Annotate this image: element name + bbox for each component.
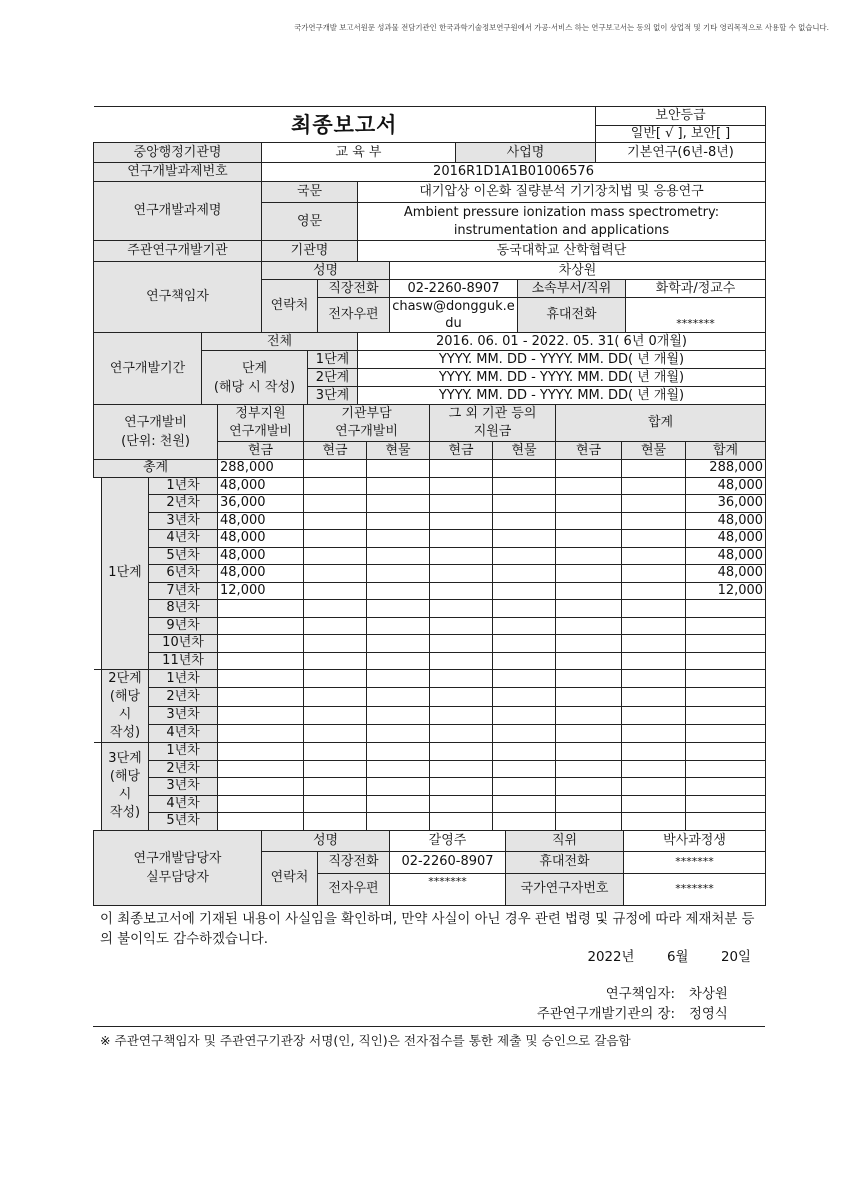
- blank-cell: [493, 460, 556, 478]
- blank-cell: [622, 565, 686, 583]
- security-level-value: 일반[ √ ], 보안[ ]: [596, 126, 766, 143]
- blank-cell: [622, 600, 686, 618]
- copyright-notice: 국가연구개발 보고서원문 성과물 전담기관인 한국과학기술정보연구원에서 가공·서비스 하는 연구보고서는 동의 없이 상업적 및 기타 영리목적으로 사용할 수 없습니다.: [294, 23, 829, 32]
- divider: [93, 1026, 765, 1027]
- blank-cell: [493, 600, 556, 618]
- blank-cell: [218, 795, 304, 813]
- footnote: ※ 주관연구책임자 및 주관연구기관장 서명(인, 직인)은 전자접수를 통한 제출 및 승인으로 갈음함: [100, 1033, 631, 1048]
- pi-signature-label: 연구책임자:: [605, 987, 675, 1002]
- period-stage-name: 2단계: [308, 369, 358, 387]
- pi-mobile-label: 휴대전화: [518, 298, 626, 333]
- blank-cell: [493, 617, 556, 635]
- staff-office-phone-label: 직장전화: [318, 851, 390, 873]
- year-label: 8년차: [149, 600, 218, 618]
- blank-cell: [304, 760, 367, 778]
- blank-cell: [367, 600, 430, 618]
- blank-cell: [493, 688, 556, 706]
- year-label: 1년차: [149, 477, 218, 495]
- blank-cell: [367, 565, 430, 583]
- period-table: [93, 332, 766, 405]
- staff-position-label: 직위: [506, 830, 624, 851]
- blank-cell: [430, 600, 493, 618]
- subtotal-label: 합계: [686, 442, 766, 460]
- blank-cell: [493, 724, 556, 742]
- blank-cell: [622, 652, 686, 670]
- blank-cell: [367, 688, 430, 706]
- blank-cell: [430, 582, 493, 600]
- blank-cell: [622, 670, 686, 688]
- staff-contact-table: [93, 830, 766, 906]
- org-label: 주관연구개발기관: [94, 241, 262, 262]
- blank-cell: [430, 460, 493, 478]
- project-info-table: [93, 106, 766, 262]
- blank-cell: [430, 743, 493, 761]
- blank-cell: [218, 778, 304, 796]
- cash-label: 현금: [304, 442, 367, 460]
- blank-cell: [493, 760, 556, 778]
- year-label: 11년차: [149, 652, 218, 670]
- korean-title-label: 국문: [262, 182, 358, 203]
- blank-cell: [626, 298, 766, 316]
- blank-cell: [304, 565, 367, 583]
- year-label: 4년차: [149, 795, 218, 813]
- blank-cell: [304, 460, 367, 478]
- year-label: 5년차: [149, 813, 218, 831]
- blank-cell: [218, 743, 304, 761]
- program-value: 기본연구(6년-8년): [596, 143, 766, 163]
- blank-cell: [622, 760, 686, 778]
- blank-cell: [430, 565, 493, 583]
- blank-cell: [686, 635, 766, 653]
- year-label: 4년차: [149, 724, 218, 742]
- blank-cell: [430, 495, 493, 513]
- other-support-label: 그 외 기관 등의 지원금: [430, 405, 556, 442]
- pi-name: 차상원: [390, 262, 766, 280]
- year-sum-value: 48,000: [686, 547, 766, 565]
- blank-cell: [686, 724, 766, 742]
- blank-cell: [430, 760, 493, 778]
- blank-cell: [556, 477, 622, 495]
- blank-cell: [304, 743, 367, 761]
- blank-cell: [556, 565, 622, 583]
- budget-unit-label: 연구개발비 (단위: 천원): [94, 405, 218, 460]
- period-stage-value: YYYY. MM. DD - YYYY. MM. DD( 년 개월): [358, 369, 766, 387]
- blank-cell: [622, 512, 686, 530]
- blank-cell: [367, 724, 430, 742]
- staff-email: *******: [390, 873, 506, 905]
- blank-cell: [493, 512, 556, 530]
- blank-cell: [304, 706, 367, 724]
- blank-cell: [493, 743, 556, 761]
- ministry-label: 중앙행정기관명: [94, 143, 262, 163]
- year-label: 2년차: [149, 495, 218, 513]
- pledge-statement: 이 최종보고서에 기재된 내용이 사실임을 확인하며, 만약 사실이 아닌 경우 관련 법령 및 규정에 따라 제재처분 등의 불이익도 감수하겠습니다.: [100, 912, 755, 947]
- blank-cell: [367, 477, 430, 495]
- gov-cash-value: 48,000: [218, 547, 304, 565]
- blank-cell: [430, 778, 493, 796]
- org-name-label: 기관명: [262, 241, 358, 262]
- blank-cell: [686, 652, 766, 670]
- staff-email-label: 전자우편: [318, 873, 390, 905]
- blank-cell: [686, 795, 766, 813]
- blank-cell: [304, 547, 367, 565]
- period-stage-label: 단계 (해당 시 작성): [202, 351, 308, 405]
- blank-cell: [556, 530, 622, 548]
- blank-cell: [622, 495, 686, 513]
- blank-cell: [304, 617, 367, 635]
- cash-label: 현금: [430, 442, 493, 460]
- blank-cell: [622, 778, 686, 796]
- staff-mobile: *******: [624, 851, 766, 873]
- pi-label: 연구책임자: [94, 262, 262, 333]
- blank-cell: [493, 813, 556, 831]
- pi-table: [93, 261, 766, 333]
- staff-label: 연구개발담당자 실무담당자: [94, 830, 262, 905]
- gov-cash-value: 48,000: [218, 565, 304, 583]
- total-row-label: 총계: [94, 460, 218, 478]
- date-day: 20일: [721, 950, 751, 965]
- blank-cell: [304, 600, 367, 618]
- blank-cell: [493, 582, 556, 600]
- blank-cell: [622, 706, 686, 724]
- blank-cell: [218, 706, 304, 724]
- date-year: 2022년: [587, 950, 635, 965]
- blank-cell: [304, 670, 367, 688]
- project-number-label: 연구개발과제번호: [94, 163, 262, 182]
- gov-cash-value: 48,000: [218, 477, 304, 495]
- blank-cell: [430, 530, 493, 548]
- blank-cell: [686, 706, 766, 724]
- security-level-label: 보안등급: [596, 107, 766, 126]
- blank-cell: [304, 795, 367, 813]
- year-sum-value: 48,000: [686, 530, 766, 548]
- period-stage-name: 3단계: [308, 387, 358, 405]
- blank-cell: [556, 635, 622, 653]
- blank-cell: [556, 688, 622, 706]
- blank-cell: [430, 795, 493, 813]
- blank-cell: [686, 743, 766, 761]
- year-label: 5년차: [149, 547, 218, 565]
- researcher-number-label: 국가연구자번호: [506, 873, 624, 905]
- blank-cell: [367, 460, 430, 478]
- in-kind-label: 현물: [367, 442, 430, 460]
- blank-cell: [493, 530, 556, 548]
- year-label: 9년차: [149, 617, 218, 635]
- blank-cell: [218, 600, 304, 618]
- year-label: 7년차: [149, 582, 218, 600]
- blank-cell: [304, 512, 367, 530]
- blank-cell: [556, 670, 622, 688]
- year-label: 3년차: [149, 512, 218, 530]
- blank-cell: [556, 617, 622, 635]
- blank-cell: [556, 495, 622, 513]
- report-date: [587, 946, 751, 965]
- blank-cell: [218, 635, 304, 653]
- ministry-value: 교 육 부: [262, 143, 456, 163]
- blank-cell: [218, 688, 304, 706]
- project-number-value: 2016R1D1A1B01006576: [262, 163, 766, 182]
- total-gov-value: 288,000: [218, 460, 304, 478]
- period-stage-value: YYYY. MM. DD - YYYY. MM. DD( 년 개월): [358, 387, 766, 405]
- blank-cell: [367, 530, 430, 548]
- pi-signature-name: 차상원: [689, 987, 728, 1002]
- blank-cell: [430, 813, 493, 831]
- blank-cell: [556, 600, 622, 618]
- blank-cell: [686, 600, 766, 618]
- blank-cell: [430, 670, 493, 688]
- korean-title: 대기압상 이온화 질량분석 기기장치법 및 응용연구: [358, 182, 766, 203]
- blank-cell: [430, 547, 493, 565]
- period-label: 연구개발기간: [94, 333, 202, 405]
- blank-cell: [686, 778, 766, 796]
- blank-cell: [556, 460, 622, 478]
- blank-cell: [493, 706, 556, 724]
- blank-cell: [686, 760, 766, 778]
- year-label: 3년차: [149, 778, 218, 796]
- year-label: 1년차: [149, 670, 218, 688]
- gov-cash-value: 48,000: [218, 530, 304, 548]
- blank-cell: [556, 760, 622, 778]
- blank-cell: [556, 706, 622, 724]
- staff-name-label: 성명: [262, 830, 390, 851]
- blank-cell: [304, 688, 367, 706]
- sum-header-label: 합계: [556, 405, 766, 442]
- blank-cell: [430, 617, 493, 635]
- blank-cell: [622, 795, 686, 813]
- blank-cell: [686, 688, 766, 706]
- year-label: 2년차: [149, 760, 218, 778]
- blank-cell: [556, 512, 622, 530]
- pi-mobile: *******: [626, 316, 766, 333]
- in-kind-label: 현물: [493, 442, 556, 460]
- year-label: 10년차: [149, 635, 218, 653]
- in-kind-label: 현물: [622, 442, 686, 460]
- blank-cell: [367, 512, 430, 530]
- blank-cell: [367, 635, 430, 653]
- blank-cell: [304, 724, 367, 742]
- blank-cell: [430, 706, 493, 724]
- blank-cell: [493, 670, 556, 688]
- gov-cash-value: 36,000: [218, 495, 304, 513]
- researcher-number: *******: [624, 873, 766, 905]
- blank-cell: [367, 617, 430, 635]
- blank-cell: [218, 670, 304, 688]
- inst-support-label: 기관부담 연구개발비: [304, 405, 430, 442]
- blank-cell: [493, 795, 556, 813]
- org-name: 동국대학교 산학협력단: [358, 241, 766, 262]
- project-title-label: 연구개발과제명: [94, 182, 262, 241]
- program-label: 사업명: [456, 143, 596, 163]
- blank-cell: [304, 530, 367, 548]
- year-label: 2년차: [149, 688, 218, 706]
- blank-cell: [367, 795, 430, 813]
- blank-cell: [556, 813, 622, 831]
- blank-cell: [304, 495, 367, 513]
- staff-contact-label: 연락처: [262, 851, 318, 905]
- stage1-label: 1단계: [102, 477, 149, 670]
- pi-dept: 화학과/정교수: [626, 280, 766, 298]
- blank-cell: [493, 635, 556, 653]
- blank-cell: [218, 760, 304, 778]
- blank-cell: [430, 635, 493, 653]
- blank-cell: [493, 778, 556, 796]
- blank-cell: [622, 530, 686, 548]
- english-title-label: 영문: [262, 203, 358, 241]
- blank-cell: [622, 477, 686, 495]
- year-sum-value: 36,000: [686, 495, 766, 513]
- blank-cell: [622, 688, 686, 706]
- blank-cell: [430, 512, 493, 530]
- pi-email: chasw@dongguk.edu: [390, 298, 518, 333]
- total-sum-value: 288,000: [686, 460, 766, 478]
- budget-table: [93, 404, 766, 831]
- head-signature-name: 정영식: [689, 1007, 728, 1022]
- year-label: 3년차: [149, 706, 218, 724]
- blank-cell: [556, 547, 622, 565]
- blank-cell: [367, 706, 430, 724]
- blank-cell: [304, 778, 367, 796]
- date-month: 6월: [667, 950, 689, 965]
- pi-office-phone: 02-2260-8907: [390, 280, 518, 298]
- blank-cell: [218, 813, 304, 831]
- blank-cell: [367, 743, 430, 761]
- blank-cell: [686, 813, 766, 831]
- blank-cell: [556, 743, 622, 761]
- pi-office-phone-label: 직장전화: [318, 280, 390, 298]
- blank-cell: [367, 495, 430, 513]
- year-sum-value: 48,000: [686, 565, 766, 583]
- blank-cell: [622, 635, 686, 653]
- blank-cell: [622, 743, 686, 761]
- blank-cell: [367, 582, 430, 600]
- cash-label: 현금: [218, 442, 304, 460]
- blank-cell: [94, 670, 102, 743]
- staff-position: 박사과정생: [624, 830, 766, 851]
- blank-cell: [430, 652, 493, 670]
- year-label: 4년차: [149, 530, 218, 548]
- gov-cash-value: 12,000: [218, 582, 304, 600]
- blank-cell: [430, 477, 493, 495]
- blank-cell: [367, 760, 430, 778]
- blank-cell: [304, 477, 367, 495]
- pi-contact-label: 연락처: [262, 280, 318, 333]
- blank-cell: [304, 582, 367, 600]
- blank-cell: [622, 813, 686, 831]
- blank-cell: [367, 652, 430, 670]
- staff-mobile-label: 휴대전화: [506, 851, 624, 873]
- blank-cell: [556, 795, 622, 813]
- stage3-label: 3단계 (해당시 작성): [102, 743, 149, 831]
- blank-cell: [218, 652, 304, 670]
- year-label: 6년차: [149, 565, 218, 583]
- blank-cell: [622, 724, 686, 742]
- blank-cell: [686, 617, 766, 635]
- period-total: 2016. 06. 01 - 2022. 05. 31( 6년 0개월): [358, 333, 766, 351]
- year-sum-value: 48,000: [686, 512, 766, 530]
- period-total-label: 전체: [202, 333, 358, 351]
- blank-cell: [218, 617, 304, 635]
- staff-name: 갈영주: [390, 830, 506, 851]
- blank-cell: [556, 582, 622, 600]
- blank-cell: [430, 688, 493, 706]
- pi-email-label: 전자우편: [318, 298, 390, 333]
- pi-name-label: 성명: [262, 262, 390, 280]
- blank-cell: [94, 477, 102, 670]
- blank-cell: [493, 565, 556, 583]
- blank-cell: [622, 460, 686, 478]
- blank-cell: [493, 547, 556, 565]
- blank-cell: [556, 778, 622, 796]
- signature-block: [537, 985, 749, 1025]
- final-report-form: [93, 106, 765, 906]
- year-sum-value: 12,000: [686, 582, 766, 600]
- blank-cell: [622, 617, 686, 635]
- blank-cell: [94, 743, 102, 831]
- blank-cell: [493, 477, 556, 495]
- head-signature-label: 주관연구개발기관의 장:: [536, 1007, 675, 1022]
- staff-office-phone: 02-2260-8907: [390, 851, 506, 873]
- year-label: 1년차: [149, 743, 218, 761]
- blank-cell: [622, 547, 686, 565]
- blank-cell: [304, 813, 367, 831]
- blank-cell: [218, 724, 304, 742]
- blank-cell: [367, 547, 430, 565]
- blank-cell: [304, 652, 367, 670]
- blank-cell: [556, 724, 622, 742]
- english-title: Ambient pressure ionization mass spectrometry: instrumentation and applications: [358, 203, 766, 241]
- blank-cell: [367, 813, 430, 831]
- gov-cash-value: 48,000: [218, 512, 304, 530]
- blank-cell: [493, 495, 556, 513]
- year-sum-value: 48,000: [686, 477, 766, 495]
- blank-cell: [430, 724, 493, 742]
- pi-dept-label: 소속부서/직위: [518, 280, 626, 298]
- blank-cell: [367, 778, 430, 796]
- blank-cell: [493, 652, 556, 670]
- blank-cell: [304, 635, 367, 653]
- blank-cell: [556, 652, 622, 670]
- report-title: 최종보고서: [94, 107, 596, 143]
- period-stage-name: 1단계: [308, 351, 358, 369]
- blank-cell: [686, 670, 766, 688]
- blank-cell: [622, 582, 686, 600]
- period-stage-value: YYYY. MM. DD - YYYY. MM. DD( 년 개월): [358, 351, 766, 369]
- cash-label: 현금: [556, 442, 622, 460]
- gov-support-label: 정부지원 연구개발비: [218, 405, 304, 442]
- blank-cell: [367, 670, 430, 688]
- stage2-label: 2단계 (해당시 작성): [102, 670, 149, 743]
